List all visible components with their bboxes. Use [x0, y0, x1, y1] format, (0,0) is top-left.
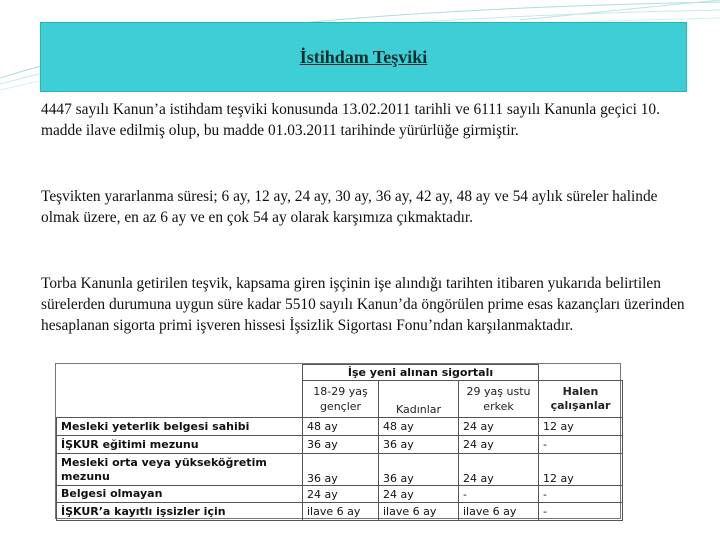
row-label: Mesleki orta veya yükseköğretim mezunu — [57, 454, 303, 486]
table-cell: 48 ay — [303, 418, 379, 436]
table-cell: 24 ay — [459, 418, 539, 436]
paragraph-premium-coverage: Torba Kanunla getirilen teşvik, kapsama giren işçinin işe alındığı tarihten itibaren yukarıda belirtilen sürelerden durumuna uygun süre kadar 5510 sayılı Kanun’da öngörülen prime esas kazançları üzerinden hesaplanan sigorta primi işveren hissesi İşsizlik Sigortası Fonu’ndan karşılanmaktadır. — [41, 275, 685, 334]
table-corner-empty — [57, 365, 303, 381]
table-row — [57, 486, 623, 503]
table-cell: 36 ay — [303, 454, 379, 486]
table-cell: 36 ay — [379, 454, 459, 486]
table-cell: 24 ay — [379, 486, 459, 503]
table-cell: - — [459, 486, 539, 503]
table-cell: 12 ay — [539, 418, 623, 436]
table-cell: 24 ay — [303, 486, 379, 503]
table-cell: 24 ay — [459, 454, 539, 486]
column-header-youth: 18-29 yaş gençler — [303, 381, 379, 418]
table-cell: ilave 6 ay — [379, 503, 459, 521]
column-header-current-employees: Halen çalışanlar — [539, 381, 623, 418]
table-cell: 24 ay — [459, 436, 539, 454]
table-cell: - — [539, 503, 623, 521]
table-cell: - — [539, 436, 623, 454]
table-row — [57, 418, 623, 436]
table-cell: 36 ay — [379, 436, 459, 454]
incentive-table — [55, 363, 621, 519]
row-label: İŞKUR’a kayıtlı işsizler için — [57, 503, 303, 521]
row-label: Mesleki yeterlik belgesi sahibi — [57, 418, 303, 436]
table-cell: 12 ay — [539, 454, 623, 486]
table-cell: ilave 6 ay — [459, 503, 539, 521]
table-label-header-empty — [57, 381, 303, 418]
title-banner — [40, 22, 687, 92]
paragraph-incentive-duration: Teşvikten yararlanma süresi; 6 ay, 12 ay, 24 ay, 30 ay, 36 ay, 42 ay, 48 ay ve 54 aylık süreler halinde olmak üzere, en az 6 ay ve en çok 54 ay olarak karşımıza çıkmaktadır. — [41, 188, 658, 226]
paragraph-law-amendment: 4447 sayılı Kanun’a istihdam teşviki konusunda 13.02.2011 tarihli ve 6111 sayılı Kanunla geçici 10. madde ilave edilmiş olup, bu madde 01.03.2011 tarihinde yürürlüğe girmiştir. — [41, 101, 660, 139]
column-header-men-over-29: 29 yaş ustu erkek — [459, 381, 539, 418]
page-title: İstihdam Teşviki — [299, 46, 428, 67]
column-header-women: Kadınlar — [379, 381, 459, 418]
table-group-header: İşe yeni alınan sigortalı — [303, 365, 539, 381]
table-corner-empty-right — [539, 365, 623, 381]
row-label: Belgesi olmayan — [57, 486, 303, 503]
table-row — [57, 436, 623, 454]
row-label: İŞKUR eğitimi mezunu — [57, 436, 303, 454]
table-cell: 48 ay — [379, 418, 459, 436]
table-row — [57, 454, 623, 486]
table-cell: ilave 6 ay — [303, 503, 379, 521]
table-row — [57, 503, 623, 521]
table-cell: 36 ay — [303, 436, 379, 454]
table-cell: - — [539, 486, 623, 503]
